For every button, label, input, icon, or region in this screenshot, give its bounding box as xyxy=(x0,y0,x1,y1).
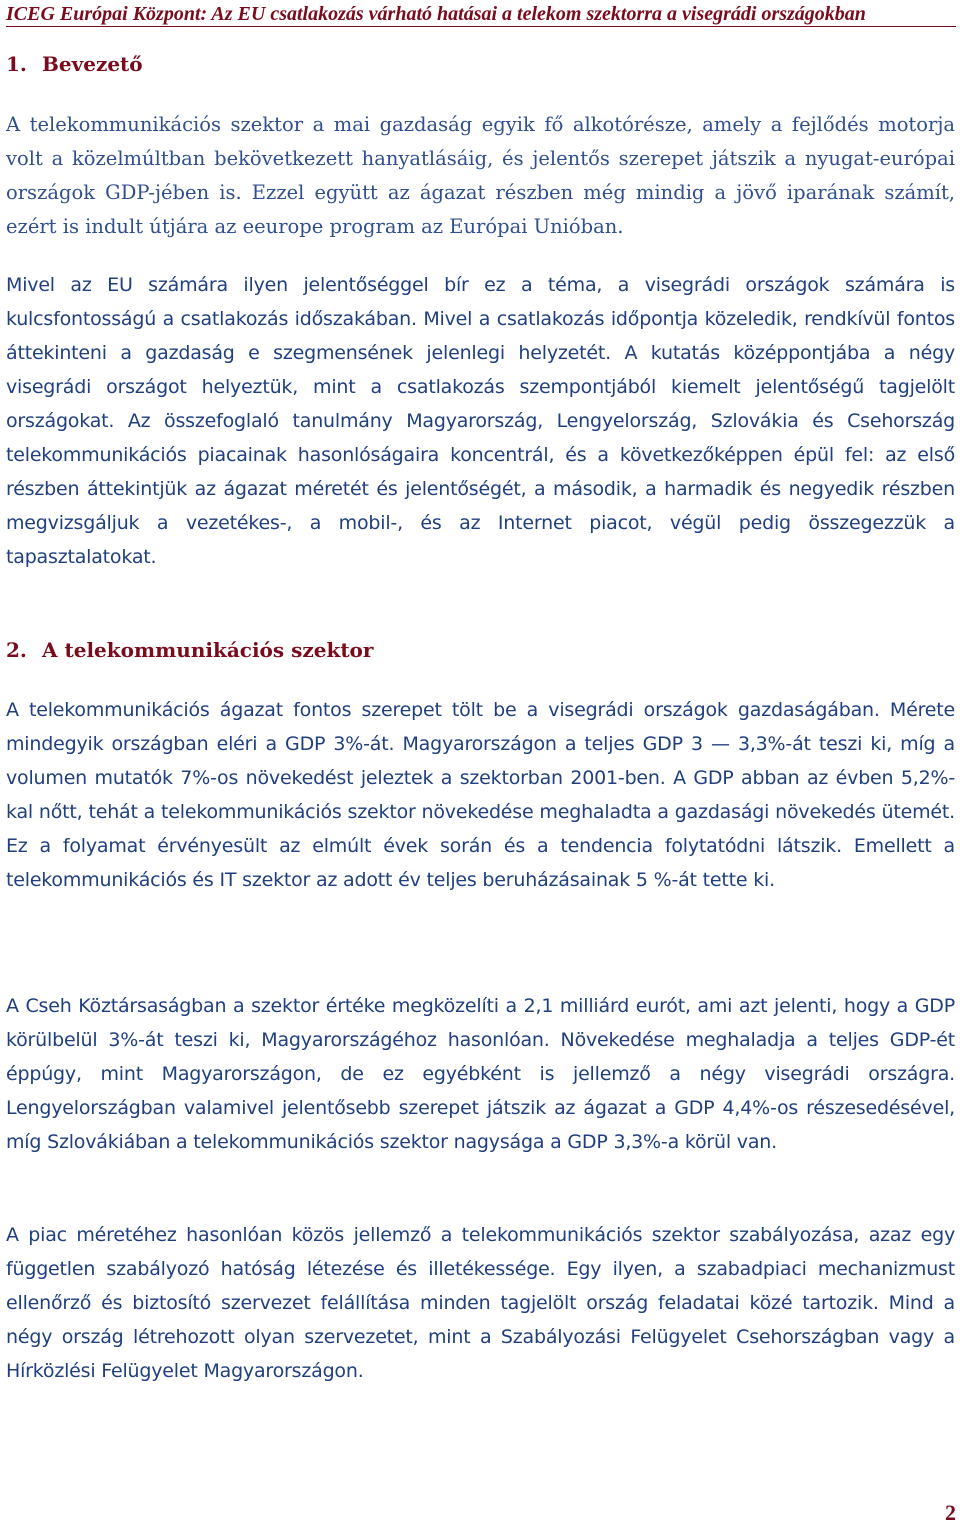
paragraph: A Cseh Köztársaságban a szektor értéke megközelíti a 2,1 milliárd eurót, ami azt jelenti, hogy a GDP körülbelül 3%-át teszi ki, Magyarországéhoz hasonlóan. Növekedése meghaladja a teljes GDP-ét éppúgy, mint Magyarországon, de ez egyébként is jellemző a négy visegrádi országra. Lengyelországban valamivel jelentősebb szerepet játszik az ágazat a GDP 4,4%-os részesedésével, míg Szlovákiában a telekommunikációs szektor nagysága a GDP 3,3%-a körül van. xyxy=(6,995,955,1153)
section-heading-1 xyxy=(6,50,143,78)
paragraph: A telekommunikációs ágazat fontos szerepet tölt be a visegrádi országok gazdaságában. Mérete mindegyik országban eléri a GDP 3%-át. Magyarországon a teljes GDP 3 — 3,3%-át teszi ki, míg a volumen mutatók 7%-os növekedést jeleztek a szektorban 2001-ben. A GDP abban az évben 5,2%-kal nőtt, tehát a telekommunikációs szektor növekedése meghaladta a gazdasági növekedés ütemét. Ez a folyamat érvényesült az elmúlt évek során és a tendencia folytatódni látszik. Emellett a telekommunikációs és IT szektor az adott év teljes beruházásainak 5 %-át tette ki. xyxy=(6,699,955,891)
running-header: ICEG Európai Központ: Az EU csatlakozás várható hatásai a telekom szektorra a visegrádi országokban xyxy=(6,2,956,27)
section-title: A telekommunikációs szektor xyxy=(42,638,374,662)
section-number: 2. xyxy=(6,638,27,662)
paragraph: A piac méretéhez hasonlóan közös jellemző a telekommunikációs szektor szabályozása, azaz egy független szabályozó hatóság létezése és illetékessége. Egy ilyen, a szabadpiaci mechanizmust ellenőrző és biztosító szervezet felállítása minden tagjelölt ország feladatai közé tartozik. Mind a négy ország létrehozott olyan szervezetet, mint a Szabályozási Felügyelet Csehországban vagy a Hírközlési Felügyelet Magyarországon. xyxy=(6,1224,955,1382)
paragraph: Mivel az EU számára ilyen jelentőséggel bír ez a téma, a visegrádi országok számára is kulcsfontosságú a csatlakozás időszakában. Mivel a csatlakozás időpontja közeledik, rendkívül fontos áttekinteni a gazdaság e szegmensének jelenlegi helyzetét. A kutatás középpontjába a négy visegrádi országot helyeztük, mint a csatlakozás szempontjából kiemelt jelentőségű tagjelölt országokat. Az összefoglaló tanulmány Magyarország, Lengyelország, Szlovákia és Csehország telekommunikációs piacainak hasonlóságaira koncentrál, és a következőképpen épül fel: az első részben áttekintjük az ágazat méretét és jelentőségét, a második, a harmadik és negyedik részben megvizsgáljuk a vezetékes-, a mobil-, és az Internet piacot, végül pedig összegezzük a tapasztalatokat. xyxy=(6,274,955,568)
page-number: 2 xyxy=(945,1500,956,1525)
section-title: Bevezető xyxy=(42,52,143,76)
section-number: 1. xyxy=(6,52,27,76)
paragraph: A telekommunikációs szektor a mai gazdaság egyik fő alkotórésze, amely a fejlődés motorja volt a közelmúltban bekövetkezett hanyatlásáig, és jelentős szerepet játszik a nyugat-európai országok GDP-jében is. Ezzel együtt az ágazat részben még mindig a jövő iparának számít, ezért is indult útjára az eeurope program az Európai Unióban. xyxy=(6,113,955,238)
section-heading-2 xyxy=(6,636,373,664)
